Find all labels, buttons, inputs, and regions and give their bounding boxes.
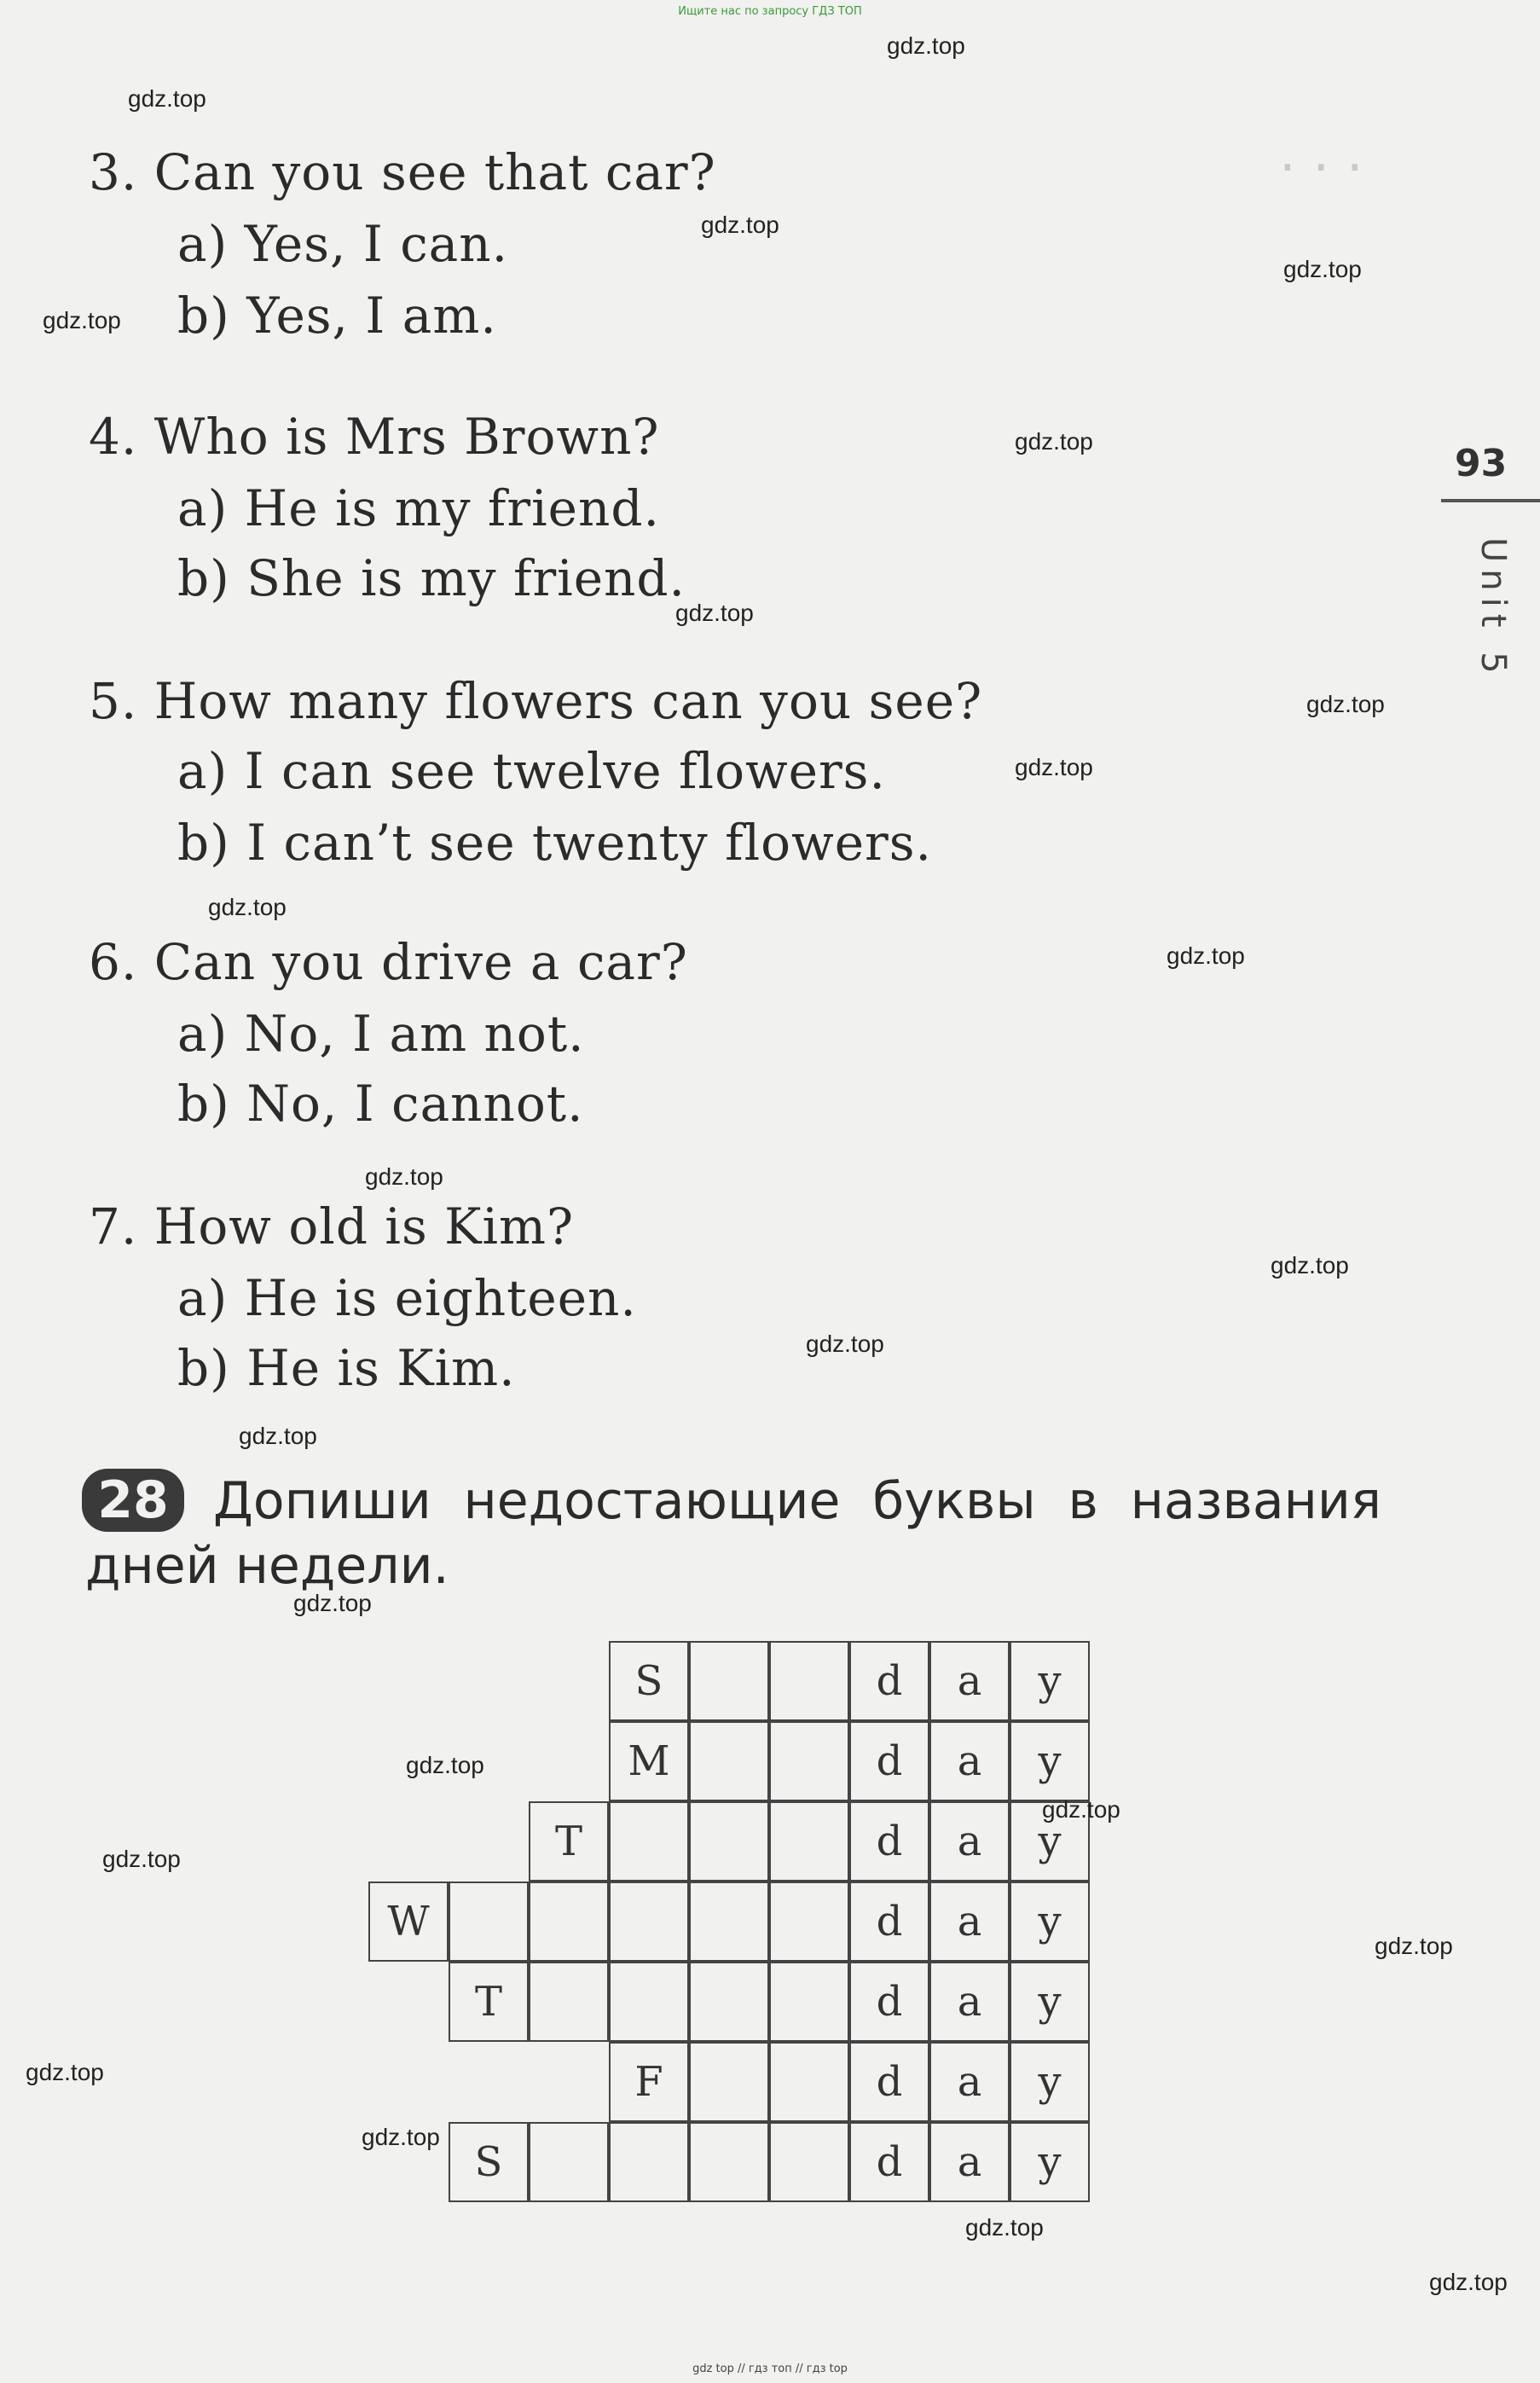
grid-cell-letter: y bbox=[1010, 1801, 1090, 1881]
grid-cell-blank[interactable] bbox=[529, 2122, 609, 2202]
grid-cell-blank[interactable] bbox=[689, 1881, 769, 1962]
grid-cell-letter: d bbox=[849, 1641, 929, 1721]
grid-cell-letter: a bbox=[929, 2122, 1010, 2202]
option-6b: b) No, I cannot. bbox=[177, 1075, 584, 1133]
grid-cell-letter: y bbox=[1010, 1881, 1090, 1962]
watermark-text: gdz.top bbox=[1167, 942, 1245, 969]
watermark-text: gdz.top bbox=[965, 2214, 1044, 2241]
grid-cell-blank[interactable] bbox=[689, 2122, 769, 2202]
grid-cell-blank[interactable] bbox=[769, 1881, 849, 1962]
option-3b: b) Yes, I am. bbox=[177, 287, 497, 345]
question-text: 5. How many flowers can you see? bbox=[89, 672, 983, 730]
question-5 bbox=[89, 672, 982, 730]
task-number-badge: 28 bbox=[82, 1469, 184, 1532]
grid-cell-letter: y bbox=[1010, 2122, 1090, 2202]
option-5b: b) I can’t see twenty flowers. bbox=[177, 814, 932, 872]
grid-cell-letter: y bbox=[1010, 2042, 1090, 2122]
question-text: 6. Can you drive a car? bbox=[89, 933, 688, 991]
option-7b: b) He is Kim. bbox=[177, 1339, 516, 1397]
grid-cell-letter: F bbox=[609, 2042, 689, 2122]
grid-cell-letter: a bbox=[929, 1801, 1010, 1881]
grid-cell-letter: d bbox=[849, 1881, 929, 1962]
grid-cell-blank[interactable] bbox=[769, 1962, 849, 2042]
grid-cell-blank[interactable] bbox=[769, 2122, 849, 2202]
grid-cell-blank[interactable] bbox=[609, 1801, 689, 1881]
watermark-text: gdz.top bbox=[1283, 256, 1362, 282]
grid-cell-letter: W bbox=[368, 1881, 449, 1962]
unit-label: Unit 5 bbox=[1473, 537, 1513, 681]
grid-cell-blank[interactable] bbox=[529, 1962, 609, 2042]
option-3a: a) Yes, I can. bbox=[177, 215, 509, 273]
grid-cell-letter: T bbox=[529, 1801, 609, 1881]
question-6 bbox=[89, 933, 688, 991]
grid-cell-blank[interactable] bbox=[689, 1962, 769, 2042]
watermark-text: gdz.top bbox=[26, 2059, 104, 2085]
watermark-text: gdz.top bbox=[406, 1752, 484, 1778]
watermark-text: gdz.top bbox=[887, 32, 965, 59]
header-note: Ищите нас по запросу ГДЗ ТОП bbox=[678, 5, 862, 18]
grid-cell-blank[interactable] bbox=[609, 2122, 689, 2202]
watermark-text: gdz.top bbox=[128, 85, 206, 112]
grid-cell-letter: d bbox=[849, 2122, 929, 2202]
grid-cell-letter: a bbox=[929, 1641, 1010, 1721]
grid-cell-letter: a bbox=[929, 1881, 1010, 1962]
grid-cell-blank[interactable] bbox=[689, 1641, 769, 1721]
grid-cell-blank[interactable] bbox=[689, 1801, 769, 1881]
watermark-text: gdz.top bbox=[239, 1423, 317, 1449]
option-4b: b) She is my friend. bbox=[177, 549, 686, 607]
watermark-text: gdz.top bbox=[1429, 2269, 1508, 2295]
grid-cell-letter: d bbox=[849, 1962, 929, 2042]
grid-cell-letter: M bbox=[609, 1721, 689, 1801]
grid-cell-letter: a bbox=[929, 1721, 1010, 1801]
option-7a: a) He is eighteen. bbox=[177, 1269, 637, 1327]
grid-cell-letter: d bbox=[849, 1801, 929, 1881]
watermark-text: gdz.top bbox=[1306, 691, 1385, 717]
grid-cell-blank[interactable] bbox=[529, 1881, 609, 1962]
background-ghost-text: · · · bbox=[1279, 136, 1363, 199]
question-4 bbox=[89, 408, 660, 466]
grid-cell-letter: a bbox=[929, 1962, 1010, 2042]
grid-cell-letter: y bbox=[1010, 1641, 1090, 1721]
watermark-text: gdz.top bbox=[43, 307, 121, 333]
question-text: 3. Can you see that car? bbox=[89, 143, 716, 201]
watermark-text: gdz.top bbox=[1015, 428, 1093, 455]
grid-cell-blank[interactable] bbox=[769, 2042, 849, 2122]
question-3 bbox=[89, 143, 716, 201]
page-number: 93 bbox=[1455, 442, 1508, 485]
footer-note: gdz top // гдз топ // гдз top bbox=[692, 2363, 848, 2375]
question-text: 7. How old is Kim? bbox=[89, 1197, 575, 1255]
grid-cell-letter: d bbox=[849, 2042, 929, 2122]
grid-cell-letter: y bbox=[1010, 1721, 1090, 1801]
option-6a: a) No, I am not. bbox=[177, 1005, 585, 1063]
option-4a: a) He is my friend. bbox=[177, 479, 660, 537]
divider bbox=[1441, 499, 1540, 502]
grid-cell-blank[interactable] bbox=[689, 1721, 769, 1801]
question-text: 4. Who is Mrs Brown? bbox=[89, 408, 660, 466]
watermark-text: gdz.top bbox=[1042, 1796, 1120, 1823]
grid-cell-letter: T bbox=[449, 1962, 529, 2042]
watermark-text: gdz.top bbox=[208, 894, 287, 920]
grid-cell-blank[interactable] bbox=[689, 2042, 769, 2122]
watermark-text: gdz.top bbox=[293, 1590, 372, 1616]
watermark-text: gdz.top bbox=[102, 1846, 181, 1872]
grid-cell-blank[interactable] bbox=[769, 1641, 849, 1721]
grid-cell-letter: S bbox=[449, 2122, 529, 2202]
watermark-text: gdz.top bbox=[1271, 1252, 1349, 1278]
watermark-text: gdz.top bbox=[675, 600, 754, 626]
watermark-text: gdz.top bbox=[362, 2124, 440, 2150]
grid-cell-letter: a bbox=[929, 2042, 1010, 2122]
grid-cell-blank[interactable] bbox=[449, 1881, 529, 1962]
watermark-text: gdz.top bbox=[701, 212, 779, 238]
grid-cell-blank[interactable] bbox=[609, 1881, 689, 1962]
grid-cell-blank[interactable] bbox=[609, 1962, 689, 2042]
watermark-text: gdz.top bbox=[1015, 754, 1093, 780]
question-7 bbox=[89, 1197, 574, 1255]
watermark-text: gdz.top bbox=[1375, 1933, 1453, 1959]
grid-cell-blank[interactable] bbox=[769, 1721, 849, 1801]
grid-cell-letter: y bbox=[1010, 1962, 1090, 2042]
option-5a: a) I can see twelve flowers. bbox=[177, 742, 886, 800]
grid-cell-blank[interactable] bbox=[769, 1801, 849, 1881]
watermark-text: gdz.top bbox=[806, 1331, 884, 1357]
grid-cell-letter: d bbox=[849, 1721, 929, 1801]
grid-cell-letter: S bbox=[609, 1641, 689, 1721]
task-instruction: Допиши недостающие буквы в названия дней недели. bbox=[85, 1471, 1381, 1596]
watermark-text: gdz.top bbox=[365, 1163, 443, 1190]
